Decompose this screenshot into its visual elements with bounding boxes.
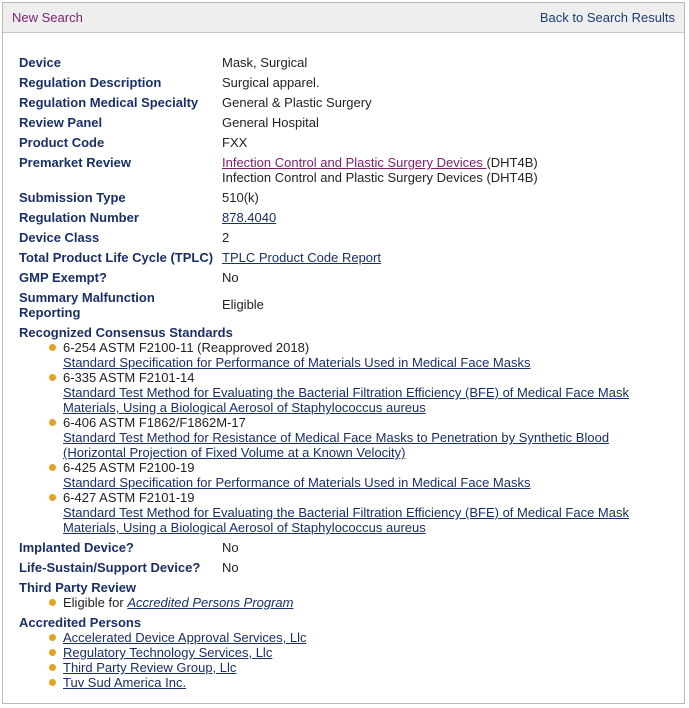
standard-id: 6-427 ASTM F2101-19 — [63, 490, 195, 505]
regulation-specialty-value: General & Plastic Surgery — [222, 95, 372, 110]
accredited-persons-label: Accredited Persons — [19, 615, 142, 630]
standards-label: Recognized Consensus Standards — [19, 325, 233, 340]
life-sustain-label: Life-Sustain/Support Device? — [19, 560, 201, 575]
submission-type-value: 510(k) — [222, 190, 259, 205]
premarket-review-label: Premarket Review — [19, 155, 132, 170]
premarket-review-value — [222, 155, 538, 170]
gmp-exempt-label: GMP Exempt? — [19, 270, 107, 285]
regulation-description-value: Surgical apparel. — [222, 75, 320, 90]
new-search-link[interactable]: New Search — [12, 10, 83, 25]
life-sustain-value: No — [222, 560, 239, 575]
bullet-icon — [49, 599, 56, 606]
standard-id: 6-335 ASTM F2101-14 — [63, 370, 195, 385]
bullet-icon — [49, 464, 56, 471]
device-value: Mask, Surgical — [222, 55, 308, 70]
standard-title-link[interactable]: Standard Test Method for Resistance of Medical Face Masks to Penetration by Synthetic Blood — [63, 430, 610, 445]
regulation-description-label: Regulation Description — [19, 75, 162, 90]
review-panel-label: Review Panel — [19, 115, 103, 130]
implanted-value: No — [222, 540, 239, 555]
standard-title-link[interactable]: Standard Test Method for Evaluating the Bacterial Filtration Efficiency (BFE) of Medical Face Mask — [63, 385, 629, 400]
bullet-icon — [49, 664, 56, 671]
regulation-specialty-label: Regulation Medical Specialty — [19, 95, 199, 110]
bullet-icon — [49, 374, 56, 381]
third-party-prefix: Eligible for — [63, 595, 128, 610]
top-nav-bar — [3, 3, 684, 33]
standard-id: 6-425 ASTM F2100-19 — [63, 460, 195, 475]
review-panel-value: General Hospital — [222, 115, 319, 130]
standard-title-link-cont[interactable]: Materials, Using a Biological Aerosol of Staphylococcus aureus — [63, 400, 426, 415]
third-party-label: Third Party Review — [19, 580, 137, 595]
regulation-number-label: Regulation Number — [19, 210, 139, 225]
summary-malfunction-label-line2: Reporting — [19, 305, 81, 320]
standard-id: 6-254 ASTM F2100-11 (Reapproved 2018) — [63, 340, 310, 355]
regulation-number-link[interactable]: 878.4040 — [222, 210, 277, 225]
device-detail-panel — [2, 2, 685, 704]
premarket-review-line2: Infection Control and Plastic Surgery Devices (DHT4B) — [222, 170, 538, 185]
bullet-icon — [49, 494, 56, 501]
back-to-results-link[interactable]: Back to Search Results — [539, 10, 675, 25]
device-class-value: 2 — [222, 230, 230, 245]
tplc-report-link[interactable]: TPLC Product Code Report — [222, 250, 381, 265]
accredited-person-link[interactable]: Regulatory Technology Services, Llc — [63, 645, 273, 660]
device-class-label: Device Class — [19, 230, 100, 245]
implanted-label: Implanted Device? — [19, 540, 134, 555]
device-label: Device — [19, 55, 61, 70]
summary-malfunction-value: Eligible — [222, 297, 264, 312]
standard-title-link[interactable]: Standard Specification for Performance of Materials Used in Medical Face Masks — [63, 475, 531, 490]
summary-malfunction-label-line1: Summary Malfunction — [19, 290, 155, 305]
third-party-value — [63, 595, 294, 610]
accredited-persons-program-link[interactable]: Accredited Persons Program — [127, 595, 294, 610]
accredited-person-link[interactable]: Tuv Sud America Inc. — [63, 675, 187, 690]
accredited-person-link[interactable]: Third Party Review Group, Llc — [63, 660, 237, 675]
premarket-review-link[interactable]: Infection Control and Plastic Surgery Devices — [222, 155, 487, 170]
premarket-review-suffix: (DHT4B) — [486, 155, 538, 170]
bullet-icon — [49, 634, 56, 641]
standard-id: 6-406 ASTM F1862/F1862M-17 — [63, 415, 246, 430]
standard-title-link[interactable]: Standard Specification for Performance of Materials Used in Medical Face Masks — [63, 355, 531, 370]
product-code-value: FXX — [222, 135, 248, 150]
standard-title-link[interactable]: Standard Test Method for Evaluating the Bacterial Filtration Efficiency (BFE) of Medical Face Mask — [63, 505, 629, 520]
bullet-icon — [49, 649, 56, 656]
standard-title-link-cont[interactable]: Materials, Using a Biological Aerosol of Staphylococcus aureus — [63, 520, 426, 535]
gmp-exempt-value: No — [222, 270, 239, 285]
product-code-label: Product Code — [19, 135, 105, 150]
tplc-label: Total Product Life Cycle (TPLC) — [19, 250, 214, 265]
bullet-icon — [49, 344, 56, 351]
bullet-icon — [49, 679, 56, 686]
standard-title-link-cont[interactable]: (Horizontal Projection of Fixed Volume at a Known Velocity) — [63, 445, 406, 460]
bullet-icon — [49, 419, 56, 426]
submission-type-label: Submission Type — [19, 190, 126, 205]
accredited-person-link[interactable]: Accelerated Device Approval Services, Llc — [63, 630, 307, 645]
